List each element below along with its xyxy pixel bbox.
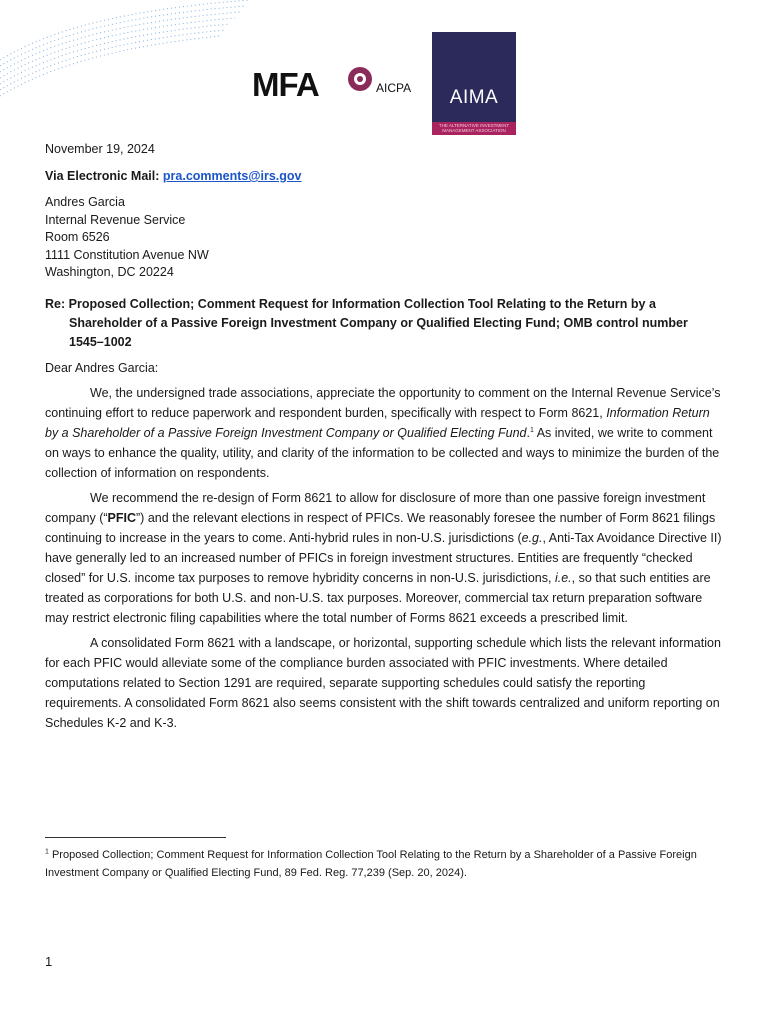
aima-logo-text: AIMA	[449, 87, 499, 108]
letter-date: November 19, 2024	[45, 142, 155, 156]
recipient-address	[45, 194, 725, 282]
address-line: Room 6526	[45, 230, 110, 244]
address-line: Washington, DC 20224	[45, 265, 174, 279]
aima-tagline: THE ALTERNATIVE INVESTMENT MANAGEMENT ASSOCIATION	[438, 123, 510, 133]
subject-line: Re: Proposed Collection; Comment Request for Information Collection Tool Relating to the Return by a Shareholder of a Passive Foreign Investment Company or Qualified Electing Fund; OMB control number 1545–1002	[45, 296, 688, 349]
letter-body	[45, 140, 725, 733]
aicpa-logo-text: AICPA	[376, 81, 412, 95]
aima-logo-strip	[432, 122, 516, 135]
footnote-divider	[45, 837, 226, 838]
address-line: 1111 Constitution Avenue NW	[45, 247, 209, 262]
salutation: Dear Andres Garcia:	[45, 360, 159, 375]
paragraph-2: We recommend the re-design of Form 8621 to allow for disclosure of more than one passive foreign investment company (“PFIC”) and the relevant elections in respect of PFICs. We reasonably foresee the number of Form 8621 filings continuing to increase in the years to come. Anti-hybrid rules in non-U.S. jurisdictions (e.g., Anti-Tax Avoidance Directive II) have generally led to an increased number of PFICs in foreign investment structures. Entities are frequently “checked closed” for U.S. income tax purposes to remove hybridity concerns in non-U.S. jurisdictions, i.e., so that such entities are treated as corporations for both U.S. and non-U.S. tax purposes. Moreover, commercial tax return preparation software may restrict electronic filing capabilities where the total number of Forms 8621 exceeds a prescribed limit.	[45, 490, 722, 625]
footnote-ref: 1	[530, 426, 534, 434]
decorative-wave-graphic	[0, 0, 260, 100]
paragraph-3: A consolidated Form 8621 with a landscape, or horizontal, supporting schedule which lists the relevant information for each PFIC would alleviate some of the compliance burden associated with PFIC investments. Where detailed computations related to Section 1291 are required, separate supporting schedules could satisfy the reporting requirements. A consolidated Form 8621 also seems consistent with the shift towards centralized and uniform reporting on Schedules K-2 and K-3.	[45, 635, 721, 730]
delivery-line	[45, 167, 725, 185]
aima-logo	[432, 32, 516, 122]
address-line: Andres Garcia	[45, 195, 125, 209]
paragraph-1: We, the undersigned trade associations, appreciate the opportunity to comment on the Internal Revenue Service’s continuing effort to reduce paperwork and respondent burden, specifically with respect to Form 8621, Information Return by a Shareholder of a Passive Foreign Investment Company or Qualified Electing Fund.$^1$ As invited, we write to comment on ways to enhance the quality, utility, and clarity of the information to be collected and ways to minimize the burden of the collection of information on respondents.	[45, 385, 721, 480]
email-link[interactable]: pra.comments@irs.gov	[162, 169, 302, 183]
letterhead-logos	[250, 32, 520, 136]
aicpa-logo-mark-icon	[346, 65, 374, 93]
address-line: Internal Revenue Service	[45, 212, 186, 227]
form-title: Information Return by a Shareholder of a Passive Foreign Investment Company or Qualified Electing Fund	[45, 405, 710, 440]
mfa-logo: MFA	[252, 66, 319, 103]
via-label: Via Electronic Mail:	[45, 169, 160, 183]
footnote: $^1$ Proposed Collection; Comment Request for Information Collection Tool Relating to the Return by a Shareholder of a Passive Foreign Investment Company or Qualified Electing Fund, 89 Fed. Reg. 77,239 (Sep. 20, 2024).	[45, 848, 697, 879]
page-number: 1	[45, 954, 53, 969]
